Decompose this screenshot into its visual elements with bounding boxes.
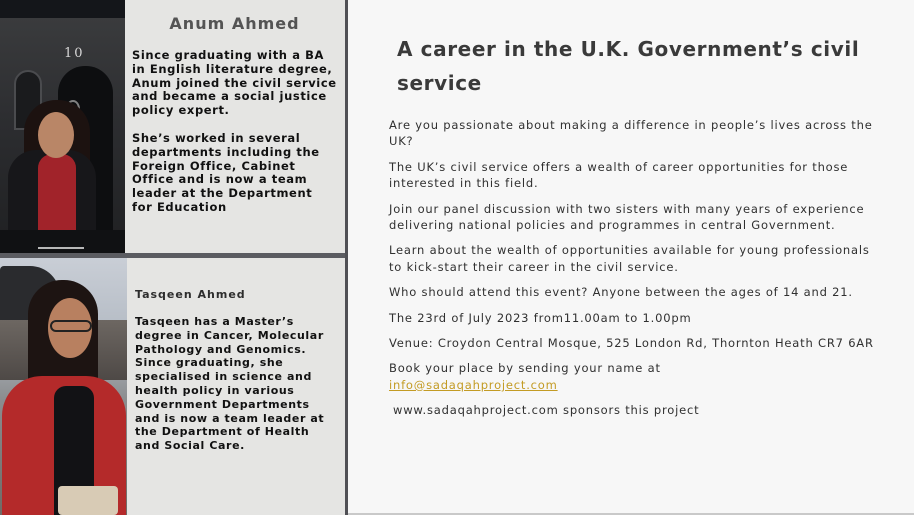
profile-name: Anum Ahmed xyxy=(169,14,300,33)
paragraph-venue: Venue: Croydon Central Mosque, 525 London Rd, Thornton Heath CR7 6AR xyxy=(389,336,874,351)
photo-anum-ahmed xyxy=(0,0,125,253)
paragraph-audience: Who should attend this event? Anyone between the ages of 14 and 21. xyxy=(389,285,853,300)
profile-bio: She’s worked in several departments including the Foreign Office, Cabinet Office and is now a team leader at the Department for Education xyxy=(132,130,320,214)
table-item xyxy=(58,486,118,515)
profile-card-anum xyxy=(125,0,345,253)
paragraph-opportunities: The UK’s civil service offers a wealth of career opportunities for those interested in this field. xyxy=(389,159,849,191)
profile-card-tasqeen xyxy=(127,258,345,515)
profile-bio: Since graduating with a BA in English literature degree, Anum joined the civil service and became a social justice policy expert. xyxy=(132,48,337,118)
step-line xyxy=(38,247,84,249)
profile-name: Tasqeen Ahmed xyxy=(135,288,246,301)
person-face xyxy=(38,112,74,158)
profile-bio: Tasqeen has a Master’s degree in Cancer, Molecular Pathology and Genomics. Since graduating, she specialised in science and health policy in various Government Departments and is now a team leader at the Department of Health and Social Care. xyxy=(135,315,325,453)
glasses xyxy=(50,320,92,332)
email-link[interactable]: info@sadaqahproject.com xyxy=(389,377,558,392)
floor xyxy=(0,230,125,253)
door-number: 10 xyxy=(64,46,85,61)
sponsor-line: www.sadaqahproject.com sponsors this project xyxy=(393,403,700,418)
paragraph-intro: Are you passionate about making a difference in people’s lives across the UK? xyxy=(389,118,873,149)
paragraph-date: The 23rd of July 2023 from11.00am to 1.00pm xyxy=(389,310,692,325)
paragraph-booking xyxy=(389,360,879,393)
paragraph-panel: Join our panel discussion with two sisters with many years of experience delivering national policies and programmes in central Government. xyxy=(389,201,865,233)
paragraph-learn: Learn about the wealth of opportunities available for young professionals to kick-start their career in the civil service. xyxy=(389,243,870,274)
page-title: A career in the U.K. Government’s civil service xyxy=(397,37,860,95)
booking-text: Book your place by sending your name at xyxy=(389,361,661,376)
photo-tasqeen-ahmed xyxy=(0,258,127,515)
event-description xyxy=(389,117,879,428)
person-red-top xyxy=(38,154,76,230)
